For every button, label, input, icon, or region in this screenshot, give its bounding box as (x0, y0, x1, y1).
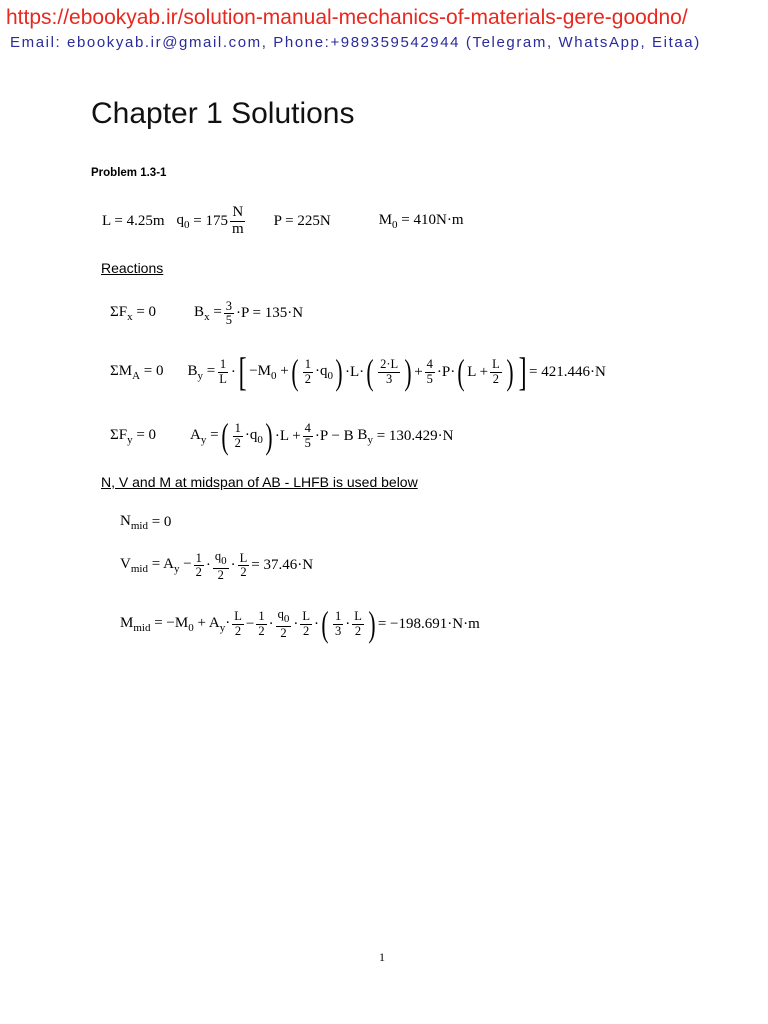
eq-m-mid: $M_{mid} = -M_0 + A_y\cdot$ $\frac{L}{2}$ − $\frac{1}{2}$ · $\frac{q_0}{2}$ · $\frac{L}{2}$ · ( $\frac{1}{3}$ · $\frac{L}{2}$ ) = −198.691·N·m (120, 604, 480, 644)
contact-line: Email: ebookyab.ir@gmail.com, Phone:+989359542944 (Telegram, WhatsApp, Eitaa) (10, 34, 701, 51)
given-moment: $M_0 = 410N\cdot m$ (378, 211, 464, 231)
eq-n-mid: $N_{mid}$ = 0 (120, 513, 172, 532)
eq-v-mid: $V_{mid} = A_y$ − $\frac{1}{2}$ · $\frac{q_0}{2}$ · $\frac{L}{2}$ = 37.46·N (120, 549, 314, 582)
eq-sum-fy: $\Sigma F_y = 0$ $A_y$ = ( $\frac{1}{2}$ $\cdot q_0$ ) ·L + $\frac{4}{5}$ ·P − B $B_y$ = 130.429·N (110, 416, 454, 456)
eq-sum-fx: $\Sigma F_x = 0$ $B_x$ = $\frac{3}{5}$ ·P = 135·N (110, 299, 304, 328)
given-q0-units: $\frac{N}{m}$ (231, 204, 244, 237)
given-q0-symbol: $q_0$ (176, 211, 190, 231)
chapter-title: Chapter 1 Solutions (91, 97, 355, 130)
source-url[interactable]: https://ebookyab.ir/solution-manual-mechanics-of-materials-gere-goodno/ (6, 6, 688, 29)
problem-label: Problem 1.3-1 (91, 167, 167, 179)
given-values (102, 205, 464, 238)
section-midspan: N, V and M at midspan of AB - LHFB is used below (101, 474, 418, 490)
eq-sum-ma: $\Sigma M_A = 0$ $B_y$ = $\frac{1}{L}$ · [ $-M_0$ + ( $\frac{1}{2}$ $\cdot q_0$ ) ·L· ( $\frac{2\cdot L}{3}$ ) + $\frac{4}{5}$ ·P· ( L + $\frac{L}{2}$ ) ] = 421.446·N (110, 349, 606, 394)
given-q0-value: = 175 (193, 212, 228, 229)
given-load: P = 225N (273, 212, 331, 229)
section-reactions: Reactions (101, 260, 164, 276)
page-number: 1 (379, 950, 385, 964)
given-length: L = 4.25m (102, 212, 165, 229)
